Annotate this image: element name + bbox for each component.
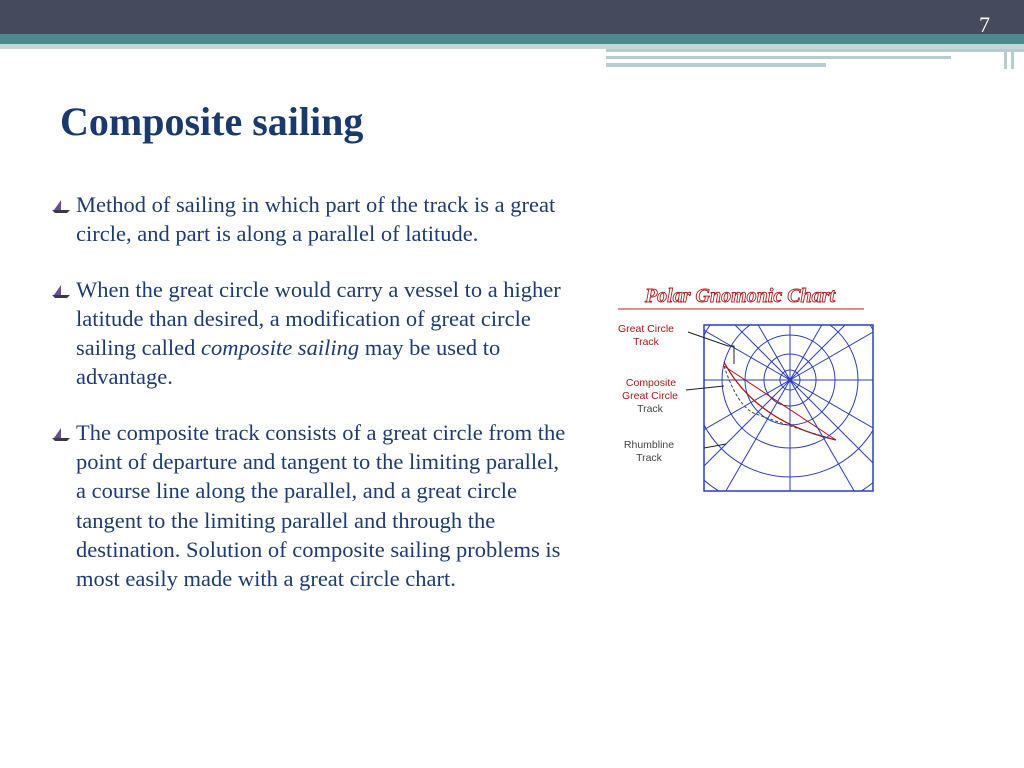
bullet-item: [46, 275, 566, 392]
sailboat-bullet-icon: [50, 192, 72, 214]
bullet-item: [46, 190, 566, 249]
page-number: 7: [979, 12, 990, 37]
bullet-list: [46, 190, 566, 620]
label-great-circle-track: Great Circle: [617, 323, 675, 335]
label-rhumbline-track: Rhumbline: [623, 439, 675, 451]
polar-gnomonic-chart-figure: [606, 282, 886, 502]
decorative-line: [606, 56, 951, 59]
sailboat-bullet-icon: [50, 420, 72, 442]
label-rhumbline-track: Track: [636, 452, 662, 464]
figure-title: Polar Gnomonic Chart: [644, 285, 836, 307]
bullet-text: The composite track consists of a great circle from the point of departure and tangent to the limiting parallel, a course line along the parallel, and a great circle tangent to the limiting parallel and through the destination. Solution of composite sailing problems is most easily made with a great circle chart.: [76, 419, 566, 592]
label-composite-track: Track: [637, 403, 663, 415]
accent-stripe: [0, 34, 1024, 44]
decorative-line: [1004, 49, 1007, 69]
bullet-text-italic: composite sailing: [200, 335, 360, 361]
decorative-line: [1011, 49, 1014, 69]
label-composite-track: Great Circle: [621, 390, 679, 402]
sailboat-bullet-icon: [50, 277, 72, 299]
label-great-circle-track: Track: [633, 336, 659, 348]
bullet-text: Method of sailing in which part of the track is a great circle, and part is along a parallel of latitude.: [76, 192, 556, 247]
bullet-item: [46, 418, 566, 594]
chart-labels: [618, 323, 678, 464]
decorative-line: [606, 49, 1024, 52]
label-composite-track: Composite: [625, 377, 677, 389]
bullet-text: When the great circle would carry a vessel to a higher latitude than desired, a modification of great circle sailing called: [76, 276, 561, 361]
decorative-line: [606, 63, 826, 67]
top-banner: [0, 0, 1024, 34]
bullet-text: may be used to advantage.: [76, 335, 501, 390]
slide-title: Composite sailing: [60, 99, 364, 144]
